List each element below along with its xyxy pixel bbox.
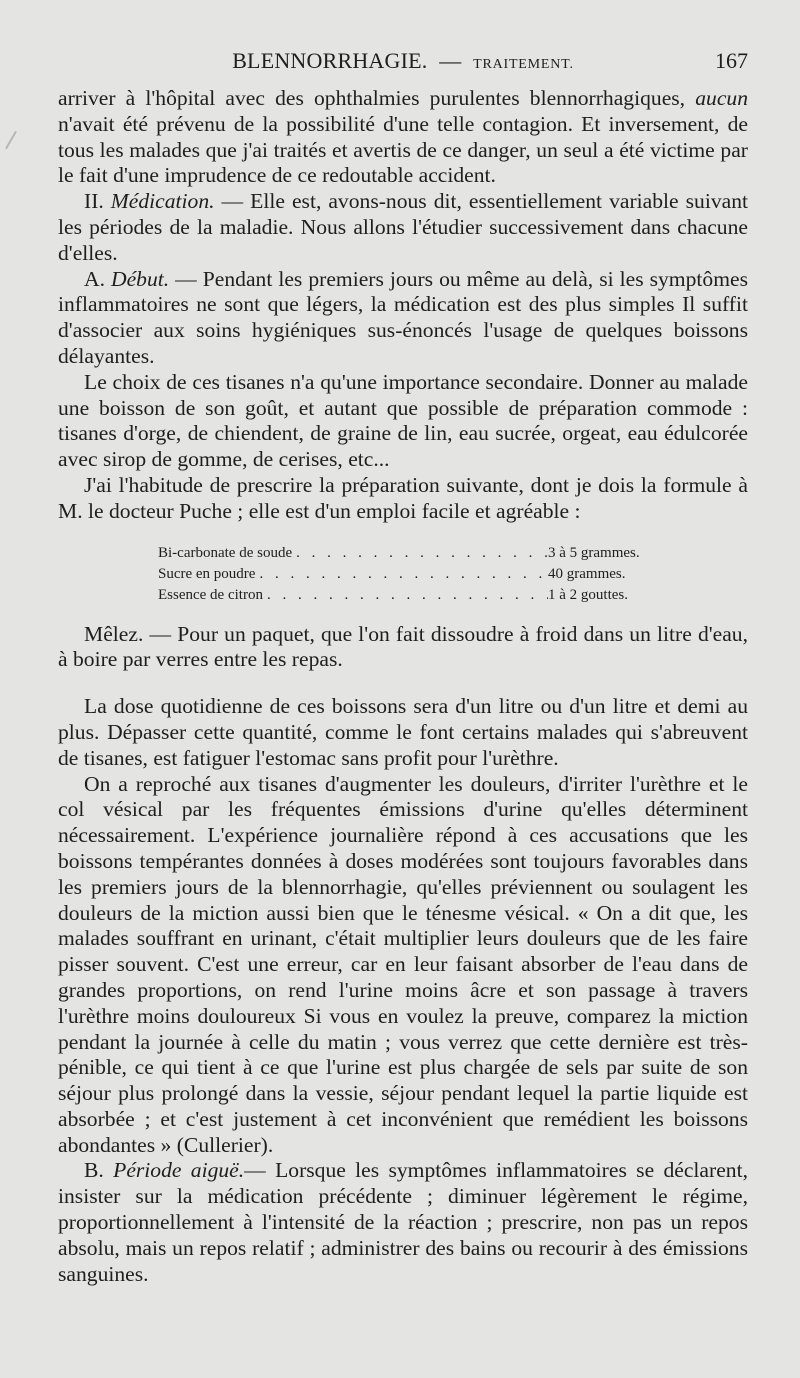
recipe-quantity: 3 à 5 grammes. xyxy=(548,544,640,561)
recipe-quantity: 1 à 2 gouttes. xyxy=(548,586,628,603)
body-text xyxy=(58,86,748,1287)
paragraph-periode-aigue-text: — Lorsque les symptômes inflammatoires se déclarent, insister sur la médication précédente ; diminuer légèrement le régime, proportionnellement à l'intensité de la réaction ; prescrire, non pas un repos absolu, mais un repos relatif ; administrer des bains ou recourir à des émissions sanguines. xyxy=(58,1158,748,1286)
recipe-row xyxy=(158,543,678,564)
subsection-heading: Période aiguë. xyxy=(113,1158,245,1183)
recipe-ingredient: Sucre en poudre xyxy=(158,565,256,582)
recipe-quantity: 40 grammes. xyxy=(548,565,626,582)
leader-dots xyxy=(292,543,548,564)
paragraph-dose: La dose quotidienne de ces boissons sera d'un litre ou d'un litre et demi au plus. Dépasser cette quantité, comme le font certains malades qui s'abreuvent de tisanes, est fatiguer l'estomac sans profit pour l'urèthre. xyxy=(58,694,748,770)
paragraph-1-text: arriver à l'hôpital avec des ophthalmies purulentes blennorrhagiques, xyxy=(58,86,696,110)
paragraph-periode-aigue xyxy=(58,1158,748,1287)
paragraph-debut-text: — Pendant les premiers jours ou même au delà, si les symptômes inflammatoires ne sont que légers, la médication est des plus simples Il suffit d'associer aux soins hygiéniques sus-énoncés l'usage de quelques boissons délayantes. xyxy=(58,266,748,368)
running-title-main: BLENNORRHAGIE. xyxy=(232,48,428,73)
paragraph-1-emphasis: aucun xyxy=(695,86,748,110)
section-heading: Médication. xyxy=(110,189,215,214)
leader-dots xyxy=(255,564,548,585)
paragraph-1-rest: n'avait été prévenu de la possibilité d'une telle contagion. Et inversement, de tous les malades que j'ai traités et avertis de ce danger, un seul a été victime par le fait d'une imprudence de ce redoutable accident. xyxy=(58,111,748,188)
paragraph-melez: Mêlez. — Pour un paquet, que l'on fait dissoudre à froid dans un litre d'eau, à boire par verres entre les repas. xyxy=(58,621,748,672)
page-header xyxy=(58,48,748,80)
paragraph-debut xyxy=(58,267,748,370)
recipe-row xyxy=(158,564,678,585)
recipe-row xyxy=(158,585,678,606)
subsection-heading: Début. xyxy=(111,266,170,291)
section-number: II. xyxy=(84,189,111,214)
subsection-letter: A. xyxy=(84,266,111,291)
subsection-letter: B. xyxy=(84,1158,114,1183)
running-title-sub: TRAITEMENT. xyxy=(473,57,574,72)
paragraph-1 xyxy=(58,86,748,189)
recipe-ingredient: Essence de citron xyxy=(158,586,263,603)
paragraph-tisanes: Le choix de ces tisanes n'a qu'une importance secondaire. Donner au malade une boisson de son goût, et autant que possible de préparation commode : tisanes d'orge, de chiendent, de graine de lin, eau sucrée, orgeat, eau édulcorée avec sirop de gomme, de cerises, etc... xyxy=(58,369,748,472)
running-title xyxy=(58,48,748,74)
recipe-ingredient: Bi-carbonate de soude xyxy=(158,544,293,561)
recipe-list xyxy=(58,543,748,606)
paragraph-habitude: J'ai l'habitude de prescrire la préparation suivante, dont je dois la formule à M. le docteur Puche ; elle est d'un emploi facile et agréable : xyxy=(58,472,748,523)
running-title-dash: — xyxy=(439,48,462,73)
paragraph-medication-text: — Elle est, avons-nous dit, essentiellement variable suivant les périodes de la maladie. Nous allons l'étudier successivement dans chacune d'elles. xyxy=(58,189,748,265)
leader-dots xyxy=(263,585,548,606)
margin-mark xyxy=(5,131,17,149)
page-number: 167 xyxy=(715,48,748,73)
paragraph-medication xyxy=(58,189,748,266)
paragraph-reproche: On a reproché aux tisanes d'augmenter les douleurs, d'irriter l'urèthre et le col vésical par les fréquentes émissions d'urine qu'elles déterminent nécessairement. L'expérience journalière répond à ces accusations que les boissons tempérantes données à doses modérées sont toujours favorables dans les premiers jours de la blennorrhagie, qu'elles préviennent ou soulagent les douleurs de la miction aussi bien que le ténesme vésical. « On a dit que, les malades souffrant en urinant, c'était multiplier leurs douleurs que de les faire pisser souvent. C'est une erreur, car en leur faisant absorber de l'eau dans de grandes proportions, on rend l'urine moins âcre et son passage à travers l'urèthre moins douloureux Si vous en voulez la preuve, comparez la miction pendant la journée à celle du matin ; vous verrez que cette dernière est très-pénible, ce qui tient à ce que l'urine est plus chargée de sels par suite de son séjour plus prolongé dans la vessie, séjour pendant lequel la partie liquide est absorbée ; et c'est justement à cet inconvénient que remédient les boissons abondantes » (Cullerier). xyxy=(58,771,748,1157)
